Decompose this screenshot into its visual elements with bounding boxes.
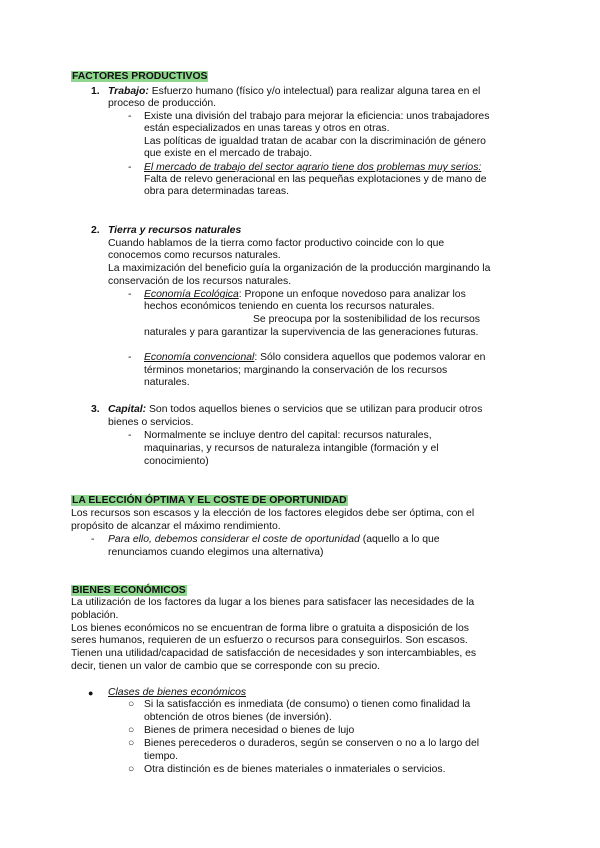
text-line: propósito de alcanzar el máximo rendimiento. <box>71 521 281 532</box>
dash-bullet: - <box>91 534 95 545</box>
text-line: población. <box>71 610 119 621</box>
text-line: La maximización del beneficio guía la organización de la producción marginando la <box>108 263 491 274</box>
text-line: Se preocupa por la sostenibilidad de los recursos <box>253 314 480 325</box>
text: Esfuerzo humano (físico y/o intelectual) para realizar alguna tarea en el <box>148 86 481 97</box>
text-line: naturales y para garantizar la supervivencia de las generaciones futuras. <box>144 327 479 338</box>
text-line: obra para determinadas tareas. <box>144 186 289 197</box>
text: (aquello a lo que <box>359 534 440 545</box>
item-capital-line1 <box>108 404 482 416</box>
heading-factores-productivos <box>71 71 208 83</box>
section-heading: BIENES ECONÓMICOS <box>72 585 186 596</box>
text-line: Bienes perecederos o duraderos, según se conserven o no a lo largo del <box>144 738 480 749</box>
text-line: Cuando hablamos de la tierra como factor productivo coincide con lo que <box>108 238 445 249</box>
item-trabajo-line1 <box>108 86 480 98</box>
bullet-dot: ● <box>88 688 94 698</box>
dash-bullet: - <box>128 352 132 363</box>
term-trabajo: Trabajo: <box>108 86 149 97</box>
text-line: términos monetarios; marginando la conservación de los recursos <box>144 365 448 376</box>
text-line: Otra distinción es de bienes materiales o inmateriales o servicios. <box>144 764 446 775</box>
text-line: Los recursos son escasos y la elección de los factores elegidos debe ser óptima, con el <box>71 508 475 519</box>
text-line: conocemos como recursos naturales. <box>108 250 281 261</box>
text-emphasis: Para ello, debemos considerar el coste de oportunidad <box>108 534 360 545</box>
circle-bullet: ○ <box>128 764 135 775</box>
text-line: Normalmente se incluye dentro del capital: recursos naturales, <box>144 430 432 441</box>
text-line: Si la satisfacción es inmediata (de consumo) o tienen como finalidad la <box>144 699 471 710</box>
dash-bullet: - <box>128 162 132 173</box>
text-line: La utilización de los factores da lugar a los bienes para satisfacer las necesidades de la <box>71 597 475 608</box>
item-number: 1. <box>91 86 100 97</box>
term-economia-convencional: Economía convencional <box>144 352 255 363</box>
text-line: están especializados en unas tareas y otros en otras. <box>144 123 390 134</box>
term-economia-ecologica: Economía Ecológica <box>144 289 239 300</box>
section-heading: LA ELECCIÓN ÓPTIMA Y EL COSTE DE OPORTUNIDAD <box>72 495 347 506</box>
text-line <box>144 352 485 364</box>
text-line: Falta de relevo generacional en las pequeñas explotaciones y de mano de <box>144 174 487 185</box>
text-line: conocimiento) <box>144 456 209 467</box>
text-line: hechos económicos teniendo en cuenta los recursos naturales. <box>144 301 435 312</box>
text-line: que existe en el mercado de trabajo. <box>144 148 313 159</box>
term-tierra: Tierra y recursos naturales <box>108 225 242 236</box>
text-line: proceso de producción. <box>108 98 217 109</box>
text-line: obtención de otros bienes (de inversión). <box>144 712 332 723</box>
text-line: Bienes de primera necesidad o bienes de lujo <box>144 725 355 736</box>
heading-bienes-economicos <box>71 585 187 597</box>
dash-bullet: - <box>128 289 132 300</box>
text-line: Existe una división del trabajo para mejorar la eficiencia: unos trabajadores <box>144 111 490 122</box>
text-line: naturales. <box>144 377 190 388</box>
text-line-emphasis: El mercado de trabajo del sector agrario tiene dos problemas muy serios: <box>144 162 482 173</box>
clases-heading: Clases de bienes económicos <box>108 687 247 698</box>
text-line: Los bienes económicos no se encuentran de forma libre o gratuita a disposición de los <box>71 623 469 634</box>
heading-eleccion-optima <box>71 495 348 507</box>
text-line: renunciamos cuando elegimos una alternativa) <box>108 547 324 558</box>
text: : Sólo considera aquellos que podemos valorar en <box>254 352 486 363</box>
text-line: decir, tienen un valor de cambio que se corresponde con su precio. <box>71 661 381 672</box>
text-line: Las políticas de igualdad tratan de acabar con la discriminación de género <box>144 136 486 147</box>
item-number: 2. <box>91 225 100 236</box>
circle-bullet: ○ <box>128 699 135 710</box>
dash-bullet: - <box>128 430 132 441</box>
text-line <box>144 289 466 301</box>
section-heading: FACTORES PRODUCTIVOS <box>72 71 208 82</box>
text-line: Tienen una utilidad/capacidad de satisfacción de necesidades y son intercambiables, es <box>71 648 477 659</box>
text: : Propone un enfoque novedoso para analizar los <box>238 289 466 300</box>
dash-bullet: - <box>128 111 132 122</box>
text-line: tiempo. <box>144 751 179 762</box>
text-line <box>108 534 440 546</box>
text: Son todos aquellos bienes o servicios que se utilizan para producir otros <box>146 404 483 415</box>
circle-bullet: ○ <box>128 725 135 736</box>
circle-bullet: ○ <box>128 738 135 749</box>
item-number: 3. <box>91 404 100 415</box>
term-capital: Capital: <box>108 404 147 415</box>
text-line: maquinarias, y recursos de naturaleza intangible (formación y el <box>144 443 439 454</box>
text-line: seres humanos, requieren de un esfuerzo o recursos para conseguirlos. Son escasos. <box>71 635 468 646</box>
text-line: conservación de los recursos naturales. <box>108 276 292 287</box>
text-line: bienes o servicios. <box>108 417 194 428</box>
